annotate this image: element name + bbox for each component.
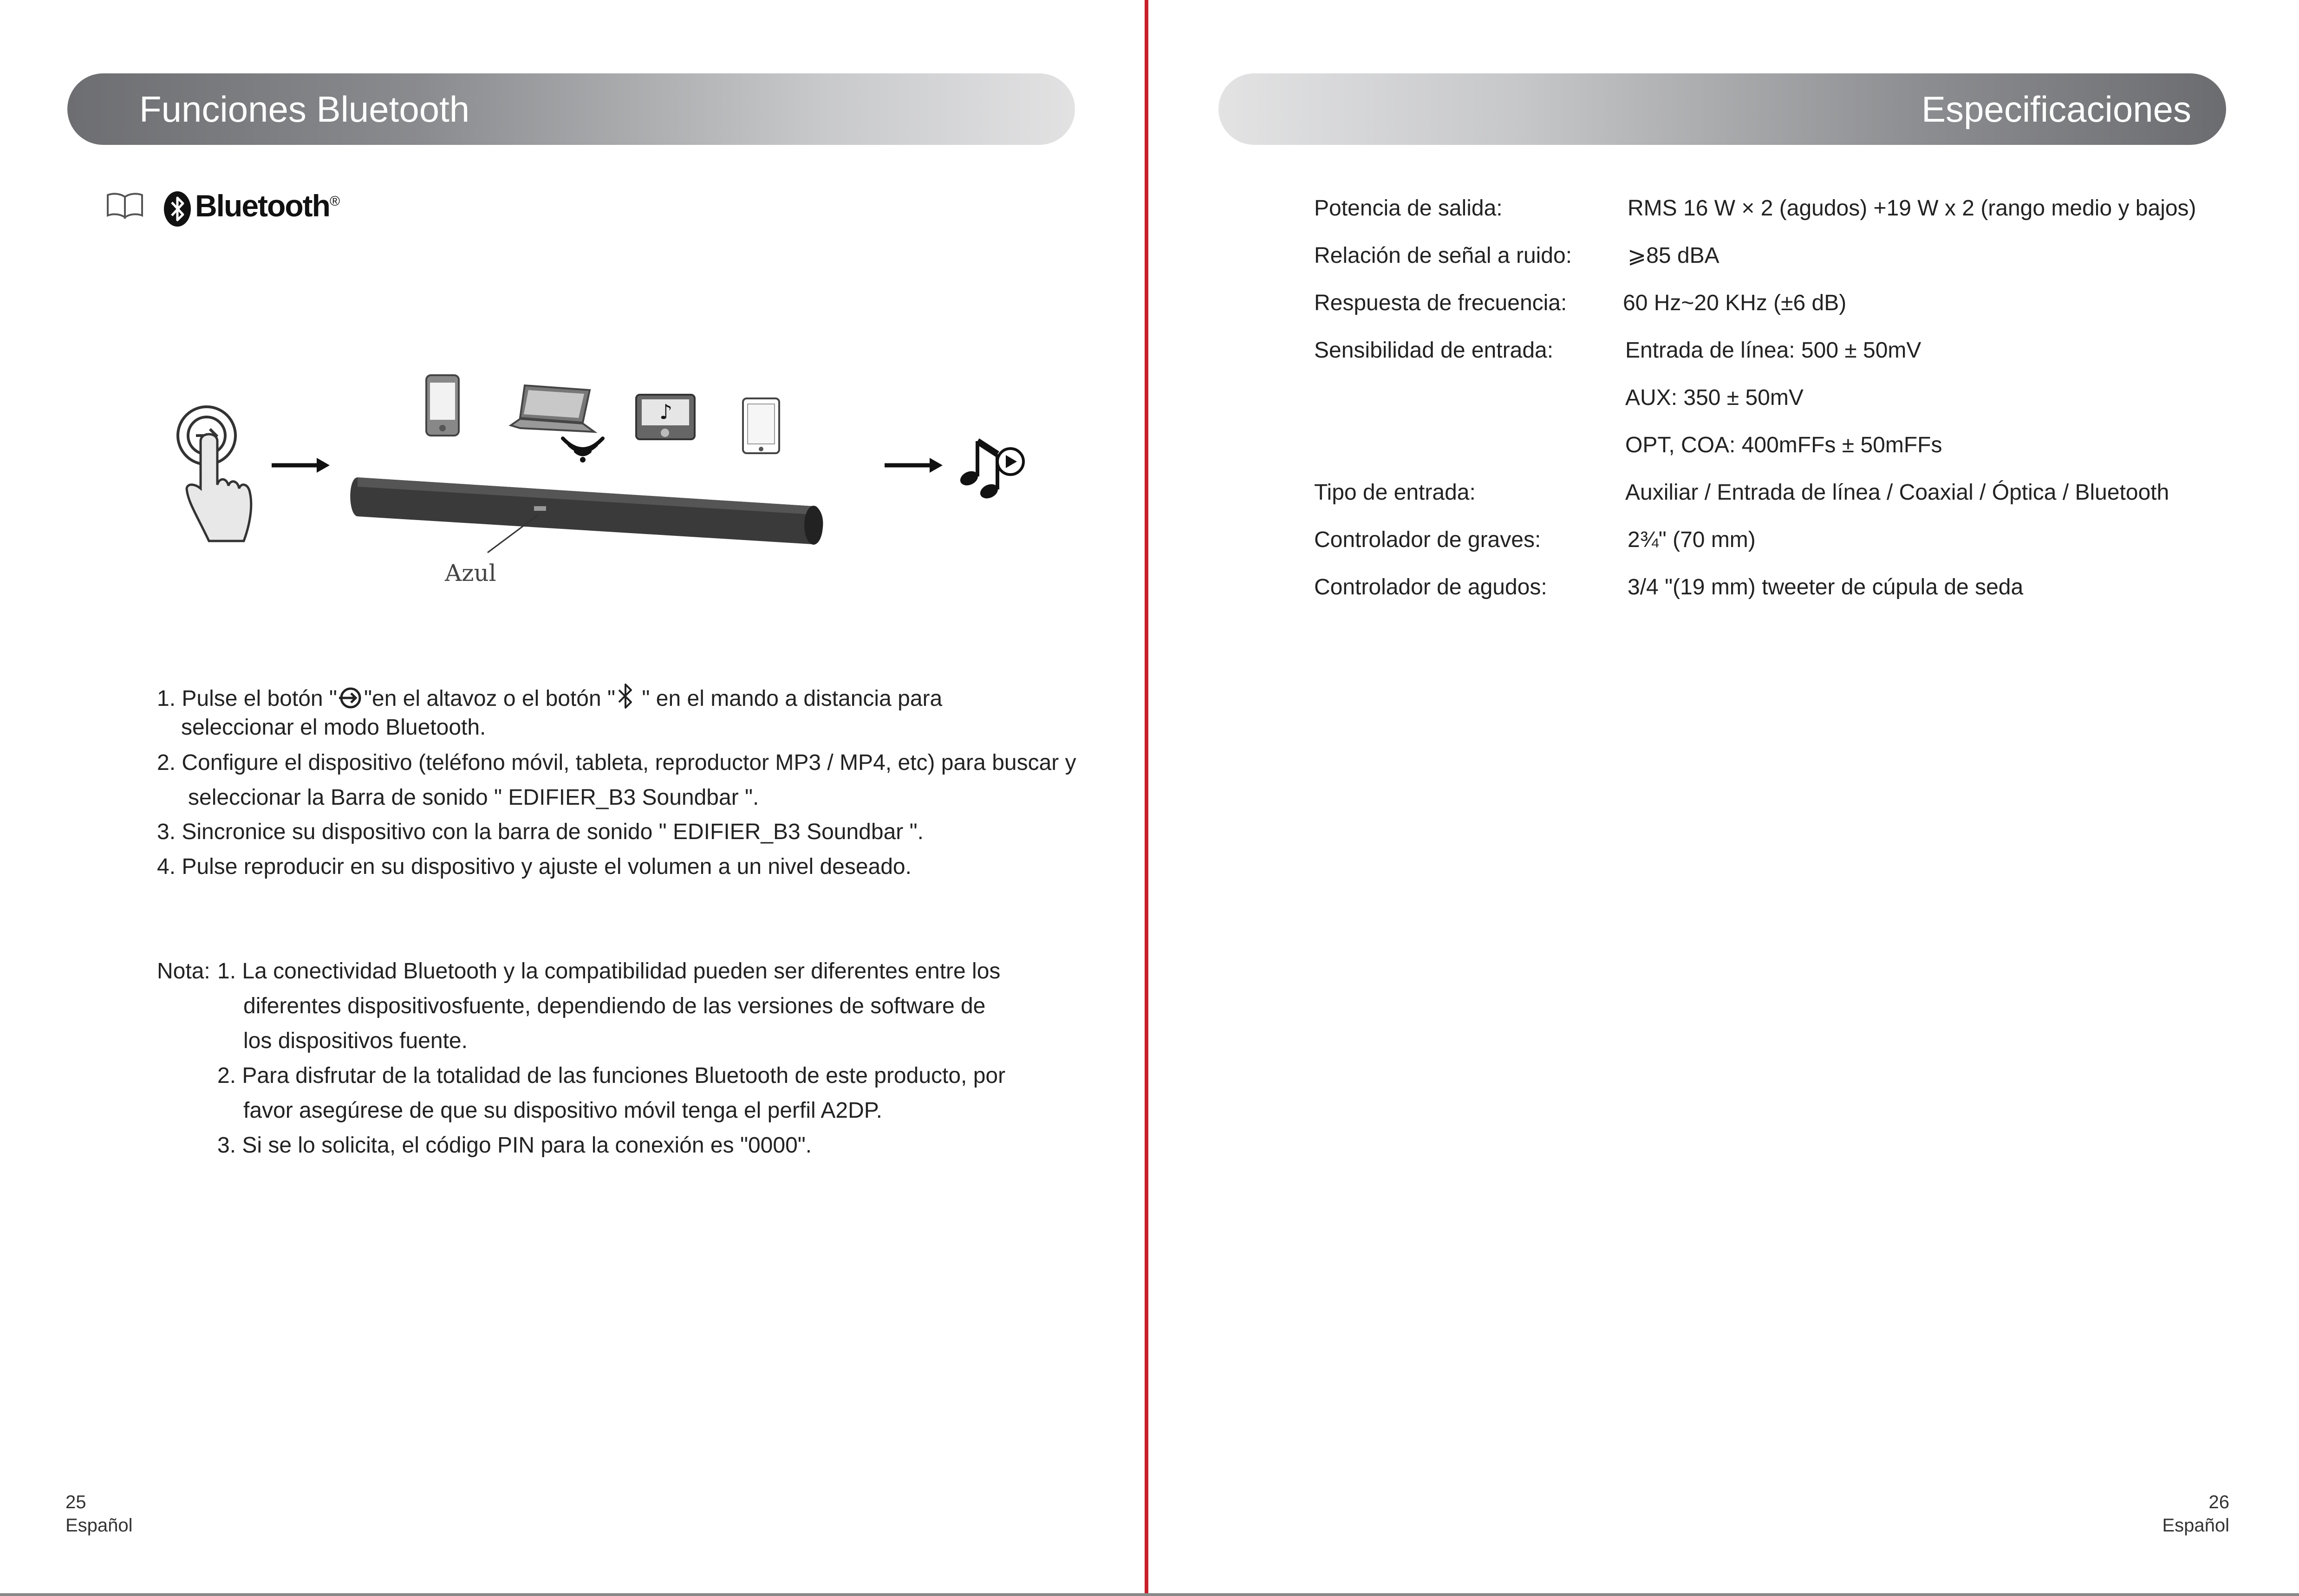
header-banner-right: [1218, 73, 2226, 145]
spec-value: 2¾" (70 mm): [1628, 528, 1756, 552]
spec-value: 3/4 "(19 mm) tweeter de cúpula de seda: [1628, 575, 2024, 599]
note-line: favor asegúrese de que su dispositivo móvil tenga el perfil A2DP.: [243, 1098, 882, 1123]
soundbar-image: [350, 477, 823, 553]
spec-value: RMS 16 W × 2 (agudos) +19 W x 2 (rango medio y bajos): [1628, 196, 2196, 221]
media-player-icon: [636, 395, 695, 439]
spec-label: Sensibilidad de entrada:: [1314, 338, 1554, 363]
bottom-rule: [0, 1593, 2299, 1596]
step-1-line-1: 1. Pulse el botón " "en el altavoz o el botón " " en el mando a distancia para: [157, 682, 942, 710]
step-1-line-2: seleccionar el modo Bluetooth.: [181, 715, 486, 740]
bluetooth-symbol-icon: [615, 682, 636, 710]
spec-label: Controlador de agudos:: [1314, 575, 1547, 599]
bluetooth-logo-text: Bluetooth®: [195, 189, 339, 223]
page-number-right: 26 Español: [2162, 1492, 2229, 1536]
spec-value: 60 Hz~20 KHz (±6 dB): [1623, 291, 1847, 315]
spec-label: Potencia de salida:: [1314, 196, 1503, 221]
page-number-left: 25 Español: [65, 1492, 133, 1536]
header-banner-left: [67, 73, 1075, 145]
wireless-signal-icon: [563, 438, 603, 463]
input-button-icon: [178, 407, 251, 541]
spec-label: Controlador de graves:: [1314, 528, 1541, 552]
note-line: 2. Para disfrutar de la totalidad de las funciones Bluetooth de este producto, por: [217, 1063, 1006, 1088]
laptop-icon: [511, 385, 594, 432]
note-line: 3. Si se lo solicita, el código PIN para la conexión es "0000".: [217, 1133, 812, 1158]
tablet-icon: [743, 398, 779, 453]
note-line: diferentes dispositivosfuente, dependiendo de las versiones de software de: [243, 994, 986, 1018]
note-line: los dispositivos fuente.: [243, 1029, 468, 1053]
step-2-line-2: seleccionar la Barra de sonido " EDIFIER_B3 Soundbar ".: [188, 785, 759, 810]
page-title: Especificaciones: [1921, 89, 2191, 130]
arrow-right-icon: [272, 458, 330, 473]
spec-value: AUX: 350 ± 50mV: [1625, 385, 1804, 410]
step-4: 4. Pulse reproducir en su dispositivo y ajuste el volumen a un nivel deseado.: [157, 854, 912, 879]
spec-label: Relación de señal a ruido:: [1314, 243, 1572, 268]
svg-text:♪: ♪: [659, 400, 673, 424]
book-icon: [106, 191, 144, 219]
input-symbol-icon: [337, 686, 364, 710]
diagram-label: Azul: [445, 560, 496, 586]
music-note-icon: [958, 441, 1023, 501]
spec-label: Tipo de entrada:: [1314, 480, 1476, 505]
spec-value: Entrada de línea: 500 ± 50mV: [1625, 338, 1921, 363]
spec-value: ⩾85 dBA: [1628, 243, 1719, 268]
note-line: 1. La conectividad Bluetooth y la compatibilidad pueden ser diferentes entre los: [217, 959, 1001, 984]
spec-label: Respuesta de frecuencia:: [1314, 291, 1567, 315]
arrow-right-icon: [885, 458, 943, 473]
spec-value: OPT, COA: 400mFFs ± 50mFFs: [1625, 433, 1942, 457]
bluetooth-diagram: [167, 367, 1036, 571]
page-title: Funciones Bluetooth: [139, 89, 470, 130]
note-label: Nota:: [157, 959, 210, 984]
step-3: 3. Sincronice su dispositivo con la barra de sonido " EDIFIER_B3 Soundbar ".: [157, 820, 924, 844]
smartphone-icon: [426, 375, 459, 436]
bluetooth-logo-icon: [163, 190, 192, 228]
spec-value: Auxiliar / Entrada de línea / Coaxial / Óptica / Bluetooth: [1625, 480, 2169, 505]
step-2-line-1: 2. Configure el dispositivo (teléfono móvil, tableta, reproductor MP3 / MP4, etc) para buscar y: [157, 750, 1076, 775]
